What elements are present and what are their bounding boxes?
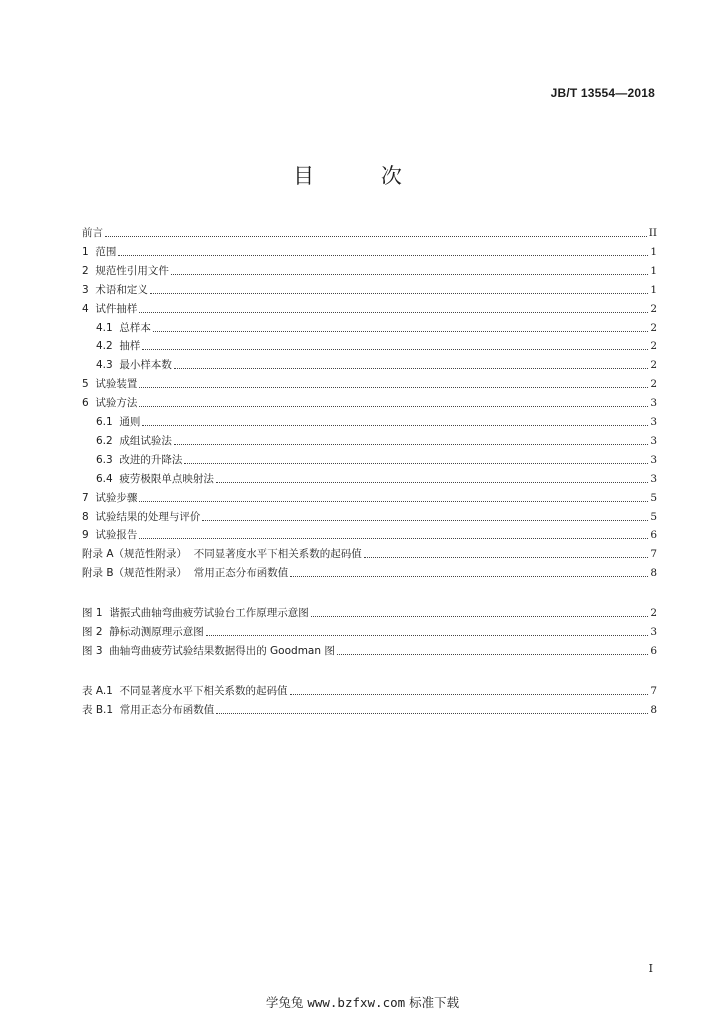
entry-label: 试件抽样 [95,302,138,315]
entry-label: 改进的升降法 [119,453,183,466]
entry-page: 2 [650,607,657,619]
dot-leader [105,235,647,237]
entry-label: 常用正态分布函数值 [119,704,215,716]
entry-number: 4.2 [96,340,120,353]
entry-label: 术语和定义 [95,283,148,296]
dot-leader [174,367,648,369]
entry-label: 不同显著度水平下相关系数的起码值 [119,685,288,697]
dot-leader [139,311,648,313]
dot-leader [139,500,648,502]
figure-entry[interactable] [82,602,657,620]
footer-url[interactable]: www.bzfxw.com [307,995,406,1010]
entry-page: 1 [650,264,657,277]
toc-entry[interactable] [82,241,657,259]
toc-entry[interactable] [82,543,657,561]
entry-page: 8 [650,704,657,716]
dot-leader [142,348,648,350]
entry-page: 5 [650,510,657,523]
entry-page: 5 [650,491,657,504]
toc-entry[interactable] [82,222,657,240]
entry-number: 表 A.1 [82,685,120,697]
dot-leader [216,481,648,483]
entry-number: 1 [82,245,96,258]
entry-label: 常用正态分布函数值 [193,567,289,580]
entry-label: 试验步骤 [95,491,138,504]
entry-label: 试验方法 [95,397,138,410]
entry-label: 范围 [95,245,117,258]
entry-label: 静标动测原理示意图 [109,626,204,638]
dot-leader [142,424,648,426]
entry-page: 3 [650,416,657,428]
entry-page: 6 [650,645,657,657]
toc-entry[interactable] [82,524,657,542]
entry-page: 7 [650,685,657,697]
entry-label: 最小样本数 [119,359,172,372]
entry-label: 成组试验法 [119,434,172,447]
entry-number: 表 B.1 [82,704,120,716]
footer [0,993,725,1011]
entry-page: 3 [650,626,657,638]
dot-leader [216,712,648,714]
toc-entry[interactable] [82,298,657,316]
dot-leader [311,615,649,617]
footer-tagline: 标准下载 [409,995,460,1010]
toc-entry[interactable] [96,317,657,335]
table-entry[interactable] [82,680,657,698]
entry-label: 通则 [119,416,141,428]
entry-page: 3 [650,472,657,485]
entry-page: 2 [650,321,657,334]
figure-entry[interactable] [82,640,657,658]
toc-entry[interactable] [96,335,657,353]
entry-number: 图 1 [82,607,110,619]
entry-label: 前言 [82,227,103,239]
entry-number: 4.1 [96,321,120,334]
entry-number: 4.3 [96,359,120,372]
dot-leader [139,405,648,407]
table-entry[interactable] [82,699,657,717]
entry-label: 规范性引用文件 [95,264,169,277]
dot-leader [337,653,648,655]
dot-leader [184,462,648,464]
entry-number: 6.4 [96,472,120,485]
dot-leader [290,575,648,577]
toc-entry[interactable] [96,430,657,448]
entry-label: 曲轴弯曲疲劳试验结果数据得出的 Goodman 图 [109,645,335,657]
entry-label: 抽样 [119,340,141,353]
footer-site: 学兔兔 [265,995,304,1010]
dot-leader [150,292,648,294]
toc-entry[interactable] [82,373,657,391]
entry-page: 7 [650,548,657,561]
entry-page: 1 [650,245,657,258]
toc-entry[interactable] [82,562,657,580]
entry-number: 9 [82,529,96,542]
toc-entry[interactable] [96,354,657,372]
entry-label: 谐振式曲轴弯曲疲劳试验台工作原理示意图 [109,607,309,619]
figure-entry[interactable] [82,621,657,639]
entry-number: 7 [82,491,96,504]
entry-number: 附录 A（规范性附录） [82,548,194,561]
entry-number: 6.1 [96,416,120,428]
entry-label: 试验结果的处理与评价 [95,510,201,523]
entry-page: 2 [650,378,657,391]
toc-entry[interactable] [82,279,657,297]
entry-label: 总样本 [119,321,151,334]
dot-leader [118,254,648,256]
entry-number: 3 [82,283,96,296]
dot-leader [153,330,648,332]
entry-number: 2 [82,264,96,277]
entry-label: 不同显著度水平下相关系数的起码值 [193,548,362,561]
dot-leader [174,443,648,445]
dot-leader [139,386,648,388]
entry-page: 2 [650,340,657,353]
entry-page: 8 [650,567,657,580]
toc-entry[interactable] [96,468,657,486]
entry-page: 2 [650,302,657,315]
toc-entry[interactable] [96,449,657,467]
toc-entry[interactable] [82,392,657,410]
dot-leader [364,556,649,558]
entry-page: 3 [650,434,657,447]
entry-label: 试验装置 [95,378,138,391]
entry-number: 4 [82,302,96,315]
toc-entry[interactable] [96,411,657,429]
entry-label: 试验报告 [95,529,138,542]
entry-number: 6.3 [96,453,120,466]
entry-page: 1 [650,283,657,296]
entry-number: 附录 B（规范性附录） [82,567,194,580]
entry-page: 2 [650,359,657,372]
entry-number: 6.2 [96,434,120,447]
dot-leader [206,634,649,636]
toc-entry[interactable] [82,260,657,278]
entry-number: 6 [82,397,96,410]
entry-number: 5 [82,378,96,391]
entry-page: 6 [650,529,657,542]
entry-number: 8 [82,510,96,523]
page-number: I [648,962,653,975]
entry-page: 3 [650,397,657,410]
page-title: 目 次 [293,164,432,188]
entry-page: 3 [650,453,657,466]
entry-number: 图 3 [82,645,110,657]
entry-label: 疲劳极限单点映射法 [119,472,214,485]
entry-page: II [648,227,657,239]
dot-leader [139,537,648,539]
dot-leader [171,273,648,275]
dot-leader [202,519,648,521]
standard-code: JB/T 13554—2018 [550,86,655,100]
toc-entry[interactable] [82,487,657,505]
entry-number: 图 2 [82,626,110,638]
toc-entry[interactable] [82,506,657,524]
dot-leader [290,693,649,695]
